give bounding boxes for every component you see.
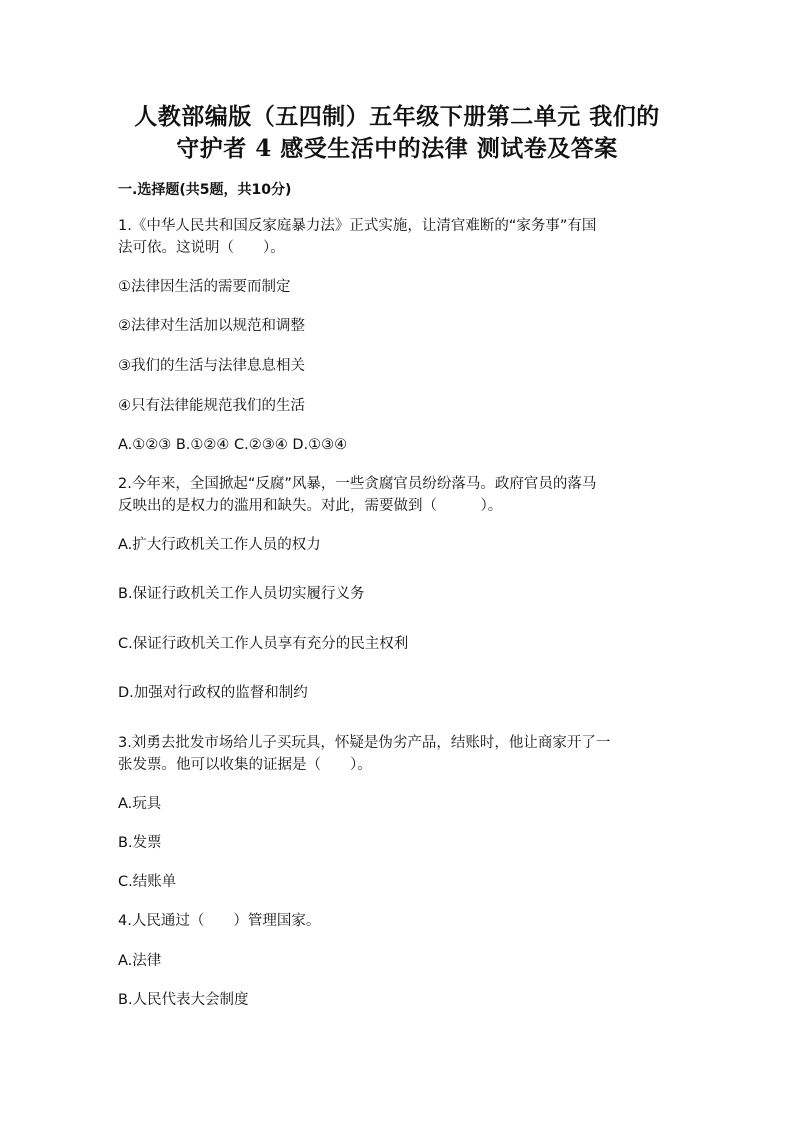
question-3-stem-line-2: 张发票。他可以收集的证据是（ ）。	[118, 757, 372, 773]
question-1-statement-3: ③我们的生活与法律息息相关	[118, 358, 305, 374]
question-2-stem-line-2: 反映出的是权力的滥用和缺失。对此，需要做到（ ）。	[118, 498, 503, 514]
question-2-option-a: A.扩大行政机关工作人员的权力	[118, 537, 321, 553]
question-2-option-d: D.加强对行政权的监督和制约	[118, 685, 308, 701]
question-1-statement-2: ②法律对生活加以规范和调整	[118, 318, 305, 334]
question-3-option-b: B.发票	[118, 835, 162, 851]
question-1-statement-1: ①法律因生活的需要而制定	[118, 279, 291, 295]
question-1-stem-line-1: 1.《中华人民共和国反家庭暴力法》正式实施，让清官难断的“家务事”有国	[118, 218, 597, 234]
question-1-options: A.①②③ B.①②④ C.②③④ D.①③④	[118, 437, 348, 453]
section-heading: 一.选择题(共5题，共10分)	[118, 182, 292, 198]
question-1-statement-4: ④只有法律能规范我们的生活	[118, 398, 305, 414]
question-2-option-c: C.保证行政机关工作人员享有充分的民主权利	[118, 636, 409, 652]
question-4-option-a: A.法律	[118, 953, 162, 969]
document-title-line-2: 守护者 4 感受生活中的法律 测试卷及答案	[176, 135, 618, 162]
question-3-option-c: C.结账单	[118, 874, 177, 890]
question-3-stem-line-1: 3.刘勇去批发市场给儿子买玩具，怀疑是伪劣产品，结账时，他让商家开了一	[118, 735, 611, 751]
document-title-line-1: 人教部编版（五四制）五年级下册第二单元 我们的	[134, 103, 660, 130]
question-3-option-a: A.玩具	[118, 796, 162, 812]
question-2-stem-line-1: 2.今年来，全国掀起“反腐”风暴，一些贪腐官员纷纷落马。政府官员的落马	[118, 476, 597, 492]
question-4-option-b: B.人民代表大会制度	[118, 992, 249, 1008]
question-1-stem-line-2: 法可依。这说明（ ）。	[118, 240, 285, 256]
question-2-option-b: B.保证行政机关工作人员切实履行义务	[118, 586, 365, 602]
question-4-stem-line-1: 4.人民通过（ ）管理国家。	[118, 913, 321, 929]
